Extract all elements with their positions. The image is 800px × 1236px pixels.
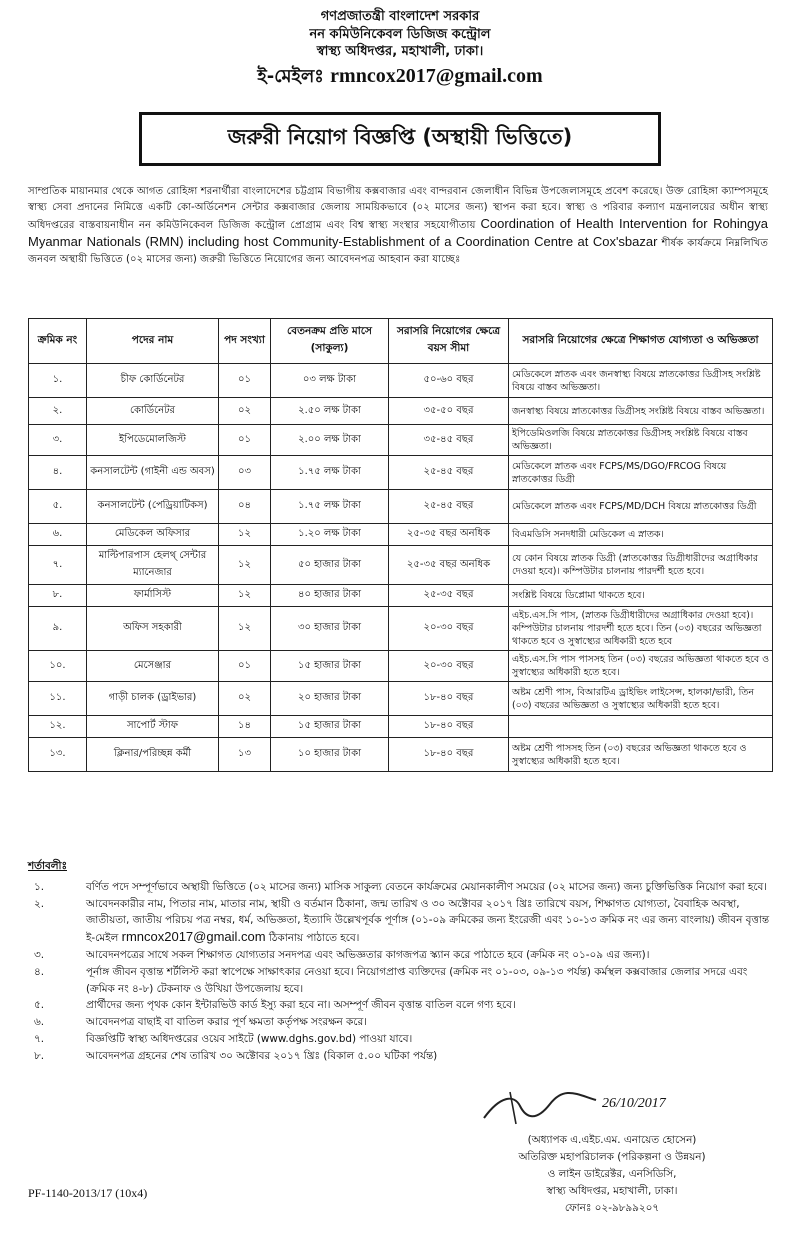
cell-serial: ৬. [29,524,87,546]
table-row [29,456,773,490]
cell-qualification: বিএমডিসি সনদধারী মেডিকেল এ স্নাতক। [509,524,773,546]
email-address[interactable]: rmncox2017@gmail.com [330,64,543,87]
cell-serial: ১২. [29,716,87,738]
condition-number: ৬. [34,1016,45,1029]
cell-qualification: যে কোন বিষয়ে স্নাতক ডিগ্রী (স্নাতকোত্তর ডিগ্রীধারীদের অগ্রাধিকার দেওয়া হবে)। কম্পিউটার চালনায় পারদর্শী হতে হবে। [509,546,773,585]
cell-serial: ৪. [29,456,87,490]
cell-qualification: মেডিকেলে স্নাতক এবং FCPS/MD/DCH বিষয়ে স্নাতকোত্তর ডিগ্রী [509,490,773,524]
condition-text [86,964,772,998]
cell-age: ১৮-৪০ বছর [389,738,509,772]
table-header-row [29,319,773,364]
govt-name: গণপ্রজাতন্ত্রী বাংলাদেশ সরকার [320,9,480,24]
cell-serial: ১. [29,364,87,398]
cell-salary: ২০ হাজার টাকা [271,682,389,716]
cell-count: ০২ [219,398,271,425]
cell-serial: ৫. [29,490,87,524]
cell-serial: ৯. [29,607,87,651]
cell-post: ইপিডেমোলজিস্ট [87,425,219,456]
table-row [29,364,773,398]
email-line [0,63,800,90]
condition-text [86,997,772,1014]
cell-age: ৩৫-৫০ বছর [389,398,509,425]
condition-item [28,1031,772,1048]
program-name: নন কমিউনিকেবল ডিজিজ কন্ট্রোল [309,26,491,42]
cell-salary: ১.৭৫ লক্ষ টাকা [271,490,389,524]
cell-age: ২০-৩০ বছর [389,607,509,651]
condition-item [28,964,772,998]
cell-post: সাপোর্ট স্টাফ [87,716,219,738]
condition-text-main: আবেদনকারীর নাম, পিতার নাম, মাতার নাম, স্থায়ী ও বর্তমান ঠিকানা, জন্ম তারিখ ও ৩০ অক্টোবর ২০১৭ খ্রিঃ তারিখে বয়স, শিক্ষাগত যোগ্যতা, বৈবাহিক অবস্থা, জাতীয়তা, জাতীয় পরিচয় পত্র নম্বর, ধর্ম, অভিজ্ঞতা, ইত্যাদি উল্লেখপূর্বক পূর্ণাঙ্গ (০১-০৯ ক্রমিকের জন্য ইংরেজী এবং ১০-১৩ ক্রমিক নং এর জন্য বাংলায়) জীবন বৃত্তান্ত ই-মেইল [86,897,770,945]
condition-number: ৩. [34,948,45,961]
cell-serial: ২. [29,398,87,425]
condition-number: ১. [34,880,45,893]
cell-count: ১২ [219,585,271,607]
signer-title-2: ও লাইন ডাইরেক্টর, এনসিডিসি, [547,1168,677,1180]
cell-salary: ৩০ হাজার টাকা [271,607,389,651]
cell-post: চীফ কোর্ডিনেটর [87,364,219,398]
cell-count: ১২ [219,607,271,651]
cell-qualification: ইপিডেমিওলজি বিষয়ে স্নাতকোত্তর ডিগ্রীসহ সংশ্লিষ্ট বিষয়ে বাস্তব অভিজ্ঞতা। [509,425,773,456]
col-age: সরাসরি নিয়োগের ক্ষেত্রে বয়স সীমা [389,319,509,364]
cell-count: ০১ [219,425,271,456]
email-label: ই-মেইলঃ [257,65,324,87]
cell-post: মেডিকেল অফিসার [87,524,219,546]
cell-serial: ১৩. [29,738,87,772]
cell-serial: ৮. [29,585,87,607]
letterhead [0,0,800,90]
signer-title-1: অতিরিক্ত মহাপরিচালক (পরিকল্পনা ও উন্নয়ন) [518,1151,706,1163]
cell-serial: ৭. [29,546,87,585]
cell-salary: ১৫ হাজার টাকা [271,651,389,682]
table-row [29,425,773,456]
signer-block [462,1132,762,1217]
cell-serial: ১০. [29,651,87,682]
cell-salary: ৫০ হাজার টাকা [271,546,389,585]
condition-text-main: আবেদনপত্রের সাথে সকল শিক্ষাগত যোগ্যতার সনদপত্র এবং অভিজ্ঞতার কাগজপত্র স্ক্যান করে পাঠাতে হবে (ক্রমিক নং ০১-০৯ এর জন্য)। [86,948,650,961]
condition-text-tail: ঠিকানায় পাঠাতে হবে। [268,932,360,945]
cell-count: ০৪ [219,490,271,524]
signature-mark [480,1088,600,1128]
cell-salary: ০৩ লক্ষ টাকা [271,364,389,398]
condition-number: ৭. [34,1032,45,1045]
condition-text [86,1014,772,1031]
table-row [29,490,773,524]
cell-count: ০২ [219,682,271,716]
cell-age: ১৮-৪০ বছর [389,682,509,716]
cell-age: ২৫-৩৫ বছর অনধিক [389,546,509,585]
cell-post: কোর্ডিনেটর [87,398,219,425]
table-row [29,546,773,585]
col-post: পদের নাম [87,319,219,364]
col-salary: বেতনক্রম প্রতি মাসে (সাকুল্য) [271,319,389,364]
conditions-section [28,858,772,1065]
cell-post: ফার্মাসিস্ট [87,585,219,607]
col-count: পদ সংখ্যা [219,319,271,364]
cell-post: গাড়ী চালক (ড্রাইভার) [87,682,219,716]
cell-count: ০১ [219,651,271,682]
intro-english: Coordination of Health Intervention for Rohingya Myanmar Nationals (RMN) including host Community-Establishment of a Coordination Centre at Cox'sbazar [28,216,768,249]
cell-age: ২৫-৪৫ বছর [389,490,509,524]
cell-post: কনসালটেন্ট (পেড্রিয়াটিকস) [87,490,219,524]
cell-salary: ১০ হাজার টাকা [271,738,389,772]
cell-post: মেসেঞ্জার [87,651,219,682]
signer-name: (অধ্যাপক এ.এইচ.এম. এনায়েত হোসেন) [527,1134,697,1146]
condition-item [28,947,772,964]
cell-age: ২০-৩০ বছর [389,651,509,682]
cell-age: ৩৫-৪৫ বছর [389,425,509,456]
condition-text-main: প্রার্থীদের জন্য পৃথক কোন ইন্টারভিউ কার্ড ইস্যু করা হবে না। অসম্পূর্ণ জীবন বৃত্তান্ত বাতিল বলে গণ্য হবে। [86,999,516,1012]
condition-email[interactable]: rmncox2017@gmail.com [121,929,266,945]
table-row [29,585,773,607]
condition-number: ৮. [34,1049,45,1062]
cell-salary: ২.০০ লক্ষ টাকা [271,425,389,456]
cell-count: ১২ [219,546,271,585]
intro-part2: শীর্ষক কার্যক্রমে নিম্নলিখিত জনবল অস্থায়ী ভিত্তিতে (০২ মাসের জন্য) জরুরী ভিত্তিতে নিয়োগের জন্য আবেদনপত্র আহবান করা যাচ্ছেঃ [28,238,768,265]
table-row [29,682,773,716]
condition-text-main: পূর্নাঙ্গ জীবন বৃত্তান্ত শর্টলিস্ট করা স্বাপেক্ষে সাক্ষাৎকার নেওয়া হবে। নিয়োগপ্রাপ্ত ব্যক্তিদের (ক্রমিক নং ০১-০৩, ০৯-১৩ পর্যন্ত) কর্মস্থল কক্সবাজার জেলার সদরে এবং (ক্রমিক নং ৪-৮) টেকনাফ ও উখিয়া উপজেলায় হবে। [86,965,748,995]
cell-post: কনসালটেন্ট (গাইনী এন্ড অবস) [87,456,219,490]
condition-number: ২. [34,897,45,910]
cell-count: ০৩ [219,456,271,490]
condition-item [28,997,772,1014]
condition-number: ৫. [34,999,45,1012]
cell-serial: ৩. [29,425,87,456]
table-row [29,524,773,546]
condition-text-main: আবেদনপত্র বাছাই বা বাতিল করার পূর্ণ ক্ষমতা কর্তৃপক্ষ সংরক্ষন করে। [86,1016,367,1029]
table-row [29,607,773,651]
cell-salary: ১৫ হাজার টাকা [271,716,389,738]
cell-salary: ১.৭৫ লক্ষ টাকা [271,456,389,490]
condition-text-main: আবেদনপত্র গ্রহনের শেষ তারিখ ৩০ অক্টোবর ২০১৭ খ্রিঃ (বিকাল ৫.০০ ঘটিকা পর্যন্ত) [86,1049,438,1062]
notice-title: জরুরী নিয়োগ বিজ্ঞপ্তি (অস্থায়ী ভিত্তিতে) [139,112,661,166]
cell-qualification [509,716,773,738]
cell-age: ৫০-৬০ বছর [389,364,509,398]
cell-qualification: অষ্টম শ্রেণী পাস, বিআরটিএ ড্রাইভিং লাইসেন্স, হালকা/ভারী, তিন (০৩) বছরের অভিজ্ঞতা ও সুস্বাস্থ্যের অধিকারী হতে হবে। [509,682,773,716]
col-qualification: সরাসরি নিয়োগের ক্ষেত্রে শিক্ষাগত যোগ্যতা ও অভিজ্ঞতা [509,319,773,364]
signer-title-3: স্বাস্থ্য অধিদপ্তর, মহাখালী, ঢাকা। [546,1185,678,1197]
cell-serial: ১১. [29,682,87,716]
reference-code: PF-1140-2013/17 (10x4) [28,1186,148,1200]
condition-item [28,879,772,896]
cell-salary: ৪০ হাজার টাকা [271,585,389,607]
table-row [29,738,773,772]
intro-paragraph [28,184,768,268]
condition-text [86,947,772,964]
cell-qualification: অষ্টম শ্রেণী পাসসহ তিন (০৩) বছরের অভিজ্ঞতা থাকতে হবে ও সুস্বাস্থ্যের অধিকারী হতে হবে। [509,738,773,772]
cell-age: ২৫-৩৫ বছর [389,585,509,607]
cell-qualification: মেডিকেলে স্নাতক এবং জনস্বাস্থ্য বিষয়ে স্নাতকোত্তর ডিগ্রীসহ সংশ্লিষ্ট বিষয়ে বাস্তব অভিজ্ঞতা। [509,364,773,398]
condition-item [28,896,772,947]
cell-age: ২৫-৪৫ বছর [389,456,509,490]
signature-date: 26/10/2017 [602,1096,666,1111]
cell-age: ১৮-৪০ বছর [389,716,509,738]
cell-count: ১৩ [219,738,271,772]
condition-text [86,879,772,896]
cell-post: ক্লিনার/পরিচ্ছন্ন কর্মী [87,738,219,772]
col-serial: ক্রমিক নং [29,319,87,364]
signer-phone: ফোনঃ ০২-৯৮৯৯২০৭ [564,1202,660,1214]
table-row [29,716,773,738]
condition-text-main: বিজ্ঞপ্তিটি স্বাস্থ্য অধিদপ্তরের ওয়েব সাইটে (www.dghs.gov.bd) পাওয়া যাবে। [86,1032,413,1045]
condition-text [86,896,772,947]
cell-qualification: এইচ.এস.সি পাস পাসসহ তিন (০৩) বছরের অভিজ্ঞতা থাকতে হবে ও সুস্বাস্থ্যের অধিকারী হতে হবে। [509,651,773,682]
cell-age: ২৫-৩৫ বছর অনধিক [389,524,509,546]
cell-qualification: সংশ্লিষ্ট বিষয়ে ডিপ্লোমা থাকতে হবে। [509,585,773,607]
cell-qualification: জনস্বাস্থ্য বিষয়ে স্নাতকোত্তর ডিগ্রীসহ সংশ্লিষ্ট বিষয়ে বাস্তব অভিজ্ঞতা। [509,398,773,425]
cell-salary: ১.২০ লক্ষ টাকা [271,524,389,546]
vacancy-table [28,318,773,772]
cell-post: অফিস সহকারী [87,607,219,651]
condition-item [28,1048,772,1065]
condition-text-main: বর্ণিত পদে সম্পূর্ণভাবে অস্থায়ী ভিত্তিতে (০২ মাসের জন্য) মাসিক সাকুল্য বেতনে কার্যক্রমের মেয়ানকালীণ সময়ের (০২ মাসের জন্য) জন্য চুক্তিভিত্তিক নিয়োগ করা হবে। [86,880,768,893]
condition-text [86,1048,772,1065]
cell-count: ০১ [219,364,271,398]
cell-qualification: মেডিকেলে স্নাতক এবং FCPS/MS/DGO/FRCOG বিষয়ে স্নাতকোত্তর ডিগ্রী [509,456,773,490]
cell-count: ১৪ [219,716,271,738]
cell-qualification: এইচ.এস.সি পাস, (স্নাতক ডিগ্রীধারীদের অগ্রাধিকার দেওয়া হবে)। কম্পিউটার চালনায় পারদর্শী হতে হবে। তিন (০৩) বছরের অভিজ্ঞতা থাকতে হবে ও সুস্বাস্থ্যের অধিকারী হতে হবে [509,607,773,651]
intro-part1: সাম্প্রতিক মায়ানমার থেকে আগত রোহিঙ্গা শরনার্থীরা বাংলাদেশের চট্টগ্রাম বিভাগীয় কক্সবাজার এবং বান্দরবান জেলাধীন বিভিন্ন উপজেলাসমূহে প্রবেশ করেছে। উক্ত রোহিঙ্গা ক্যাম্পসমূহে স্বাস্থ্য সেবা প্রদানের নিমিত্তে একটি কো-অর্ডিনেশন সেন্টার কক্সবাজার জেলায় সাময়িকভাবে (০২ মাসের জন্য) স্থাপন করা হবে। স্বাস্থ্য ও পরিবার কল্যাণ মন্ত্রনালয়ের অধীন স্বাস্থ্য অধিদপ্তরের বাস্তবায়নাধীন নন কমিউনিকেবল ডিজিজ কন্ট্রোল প্রোগ্রাম এবং বিশ্ব স্বাস্থ্য সংস্থার সহযোগীতায় [28,186,768,231]
condition-text [86,1031,772,1048]
conditions-heading: শর্তাবলীঃ [28,860,67,872]
table-row [29,398,773,425]
table-row [29,651,773,682]
office-address: স্বাস্থ্য অধিদপ্তর, মহাখালী, ঢাকা। [316,44,484,60]
cell-count: ১২ [219,524,271,546]
condition-item [28,1014,772,1031]
condition-number: ৪. [34,965,45,978]
cell-post: মাল্টিপারপাস হেলথ্ সেন্টার ম্যানেজার [87,546,219,585]
cell-salary: ২.৫০ লক্ষ টাকা [271,398,389,425]
